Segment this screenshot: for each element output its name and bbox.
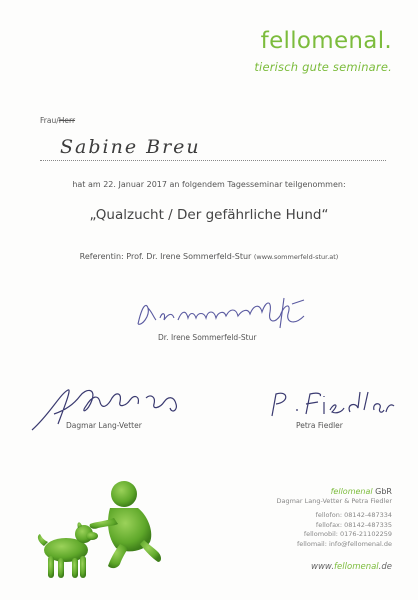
footer-mobile: fellomobil: 0176-21102259	[303, 530, 392, 539]
referent-signature	[134, 294, 314, 334]
mascot-figures-image	[36, 478, 166, 584]
footer-fax: fellofax: 08142-487335	[315, 520, 392, 529]
website-prefix: www.	[311, 562, 335, 572]
name-dotted-line	[40, 160, 386, 161]
footer-contact-block	[276, 487, 392, 550]
footer-company	[276, 487, 392, 497]
referent-url: (www.sommerfeld-stur.at)	[253, 253, 339, 261]
attended-text: hat am 22. Januar 2017 an folgendem Tagesseminar teilgenommen:	[72, 180, 346, 189]
salutation	[40, 116, 75, 125]
participant-name: Sabine Breu	[60, 136, 201, 158]
footer-website	[311, 562, 392, 572]
salutation-slash: /	[56, 116, 59, 125]
footer-phone: fellofon: 08142-487334	[315, 511, 392, 520]
footer-company-suffix: GbR	[372, 487, 392, 496]
referent-name: Prof. Dr. Irene Sommerfeld-Stur	[126, 252, 252, 261]
salutation-herr-struck: Herr	[58, 116, 76, 125]
referent-signature-caption: Dr. Irene Sommerfeld-Stur	[158, 333, 257, 342]
left-signature-caption: Dagmar Lang-Vetter	[66, 421, 142, 430]
referent-label: Referentin:	[79, 252, 124, 261]
website-suffix: .de	[378, 562, 392, 572]
logo-tagline: tierisch gute seminare.	[254, 60, 392, 74]
salutation-frau: Frau	[40, 116, 57, 125]
fellomenal-logo	[254, 28, 392, 74]
logo-name: fellomenal.	[260, 28, 392, 54]
referent-line	[0, 252, 418, 261]
footer-owners: Dagmar Lang-Vetter & Petra Fiedler	[276, 496, 392, 505]
right-signature-caption: Petra Fiedler	[296, 421, 343, 430]
right-signature	[266, 390, 396, 420]
footer-email: fellomail: info@fellomenal.de	[296, 539, 392, 548]
footer-company-brand: fellomenal	[330, 487, 373, 496]
seminar-title: „Qualzucht / Der gefährliche Hund“	[89, 207, 329, 223]
website-brand: fellomenal	[334, 562, 379, 572]
